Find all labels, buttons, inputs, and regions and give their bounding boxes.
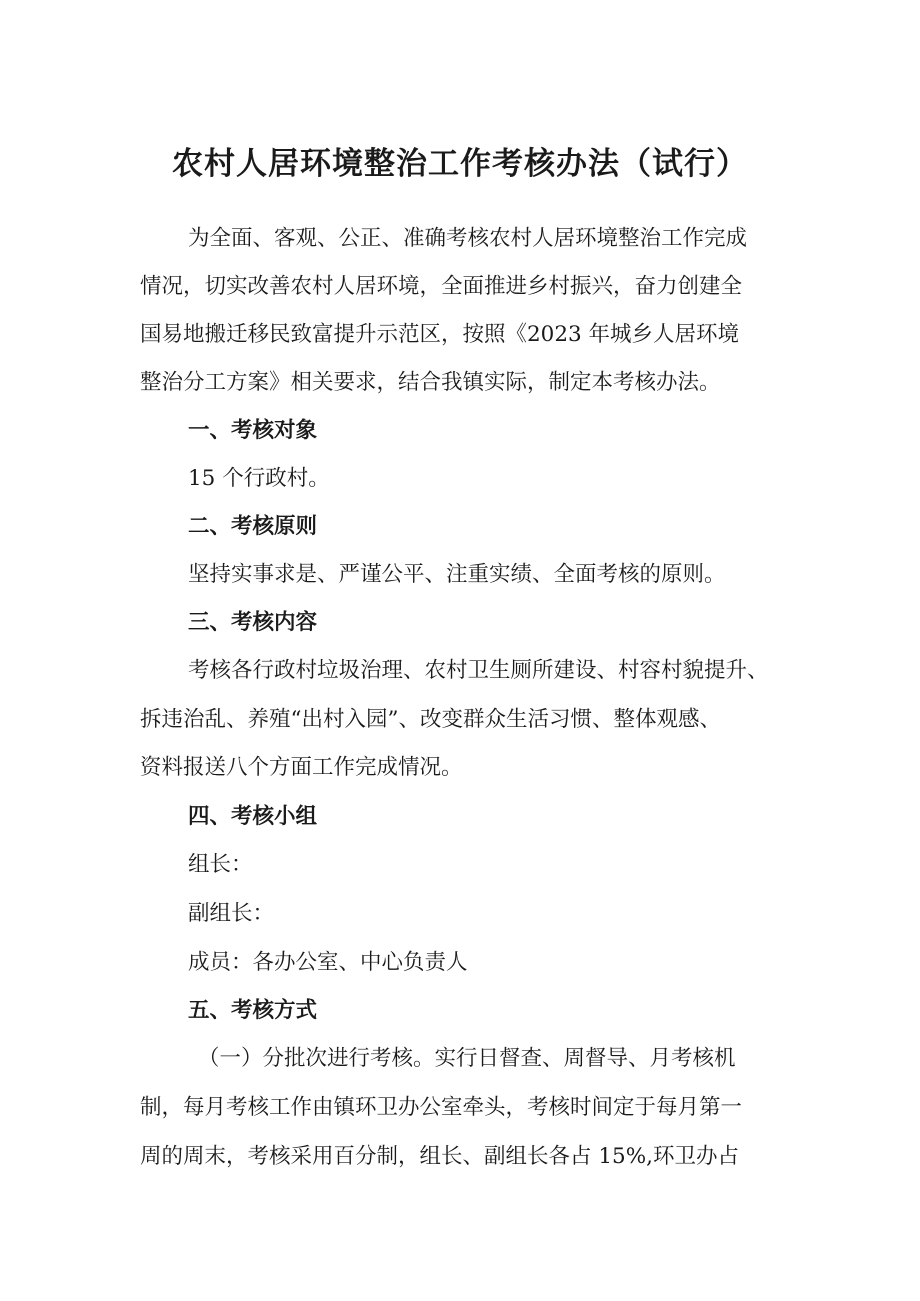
group-members-line: 成员：各办公室、中心负责人 <box>188 950 468 975</box>
document-title: 农村人居环境整治工作考核办法（试行） <box>172 146 748 182</box>
content-line: 拆违治乱、养殖“出村入园”、改变群众生活习惯、整体观感、 <box>140 707 721 732</box>
method-line: 周的周末，考核采用百分制，组长、副组长各占 15%,环卫办占 <box>140 1144 739 1169</box>
intro-line: 为全面、客观、公正、准确考核农村人居环境整治工作完成 <box>188 226 748 251</box>
group-deputy-line: 副组长： <box>188 901 275 926</box>
group-leader-line: 组长： <box>188 852 253 877</box>
assessment-principle-text: 坚持实事求是、严谨公平、注重实绩、全面考核的原则。 <box>188 562 726 587</box>
content-line: 考核各行政村垃圾治理、农村卫生厕所建设、村容村貌提升、 <box>188 658 769 683</box>
intro-line: 整治分工方案》相关要求，结合我镇实际，制定本考核办法。 <box>140 370 721 395</box>
assessment-target-text: 15 个行政村。 <box>188 466 330 491</box>
section-heading-assessment-group: 四、考核小组 <box>188 804 318 829</box>
section-heading-assessment-method: 五、考核方式 <box>188 998 318 1023</box>
intro-line: 情况，切实改善农村人居环境，全面推进乡村振兴，奋力创建全 <box>140 274 743 299</box>
section-heading-assessment-content: 三、考核内容 <box>188 610 318 635</box>
content-line: 资料报送八个方面工作完成情况。 <box>140 755 463 780</box>
section-heading-assessment-principle: 二、考核原则 <box>188 514 318 539</box>
method-line: （一）分批次进行考核。实行日督查、周督导、月考核机 <box>198 1046 736 1071</box>
intro-line: 国易地搬迁移民致富提升示范区，按照《2023 年城乡人居环境 <box>140 322 740 347</box>
method-line: 制，每月考核工作由镇环卫办公室牵头，考核时间定于每月第一 <box>140 1095 743 1120</box>
section-heading-assessment-target: 一、考核对象 <box>188 418 318 443</box>
